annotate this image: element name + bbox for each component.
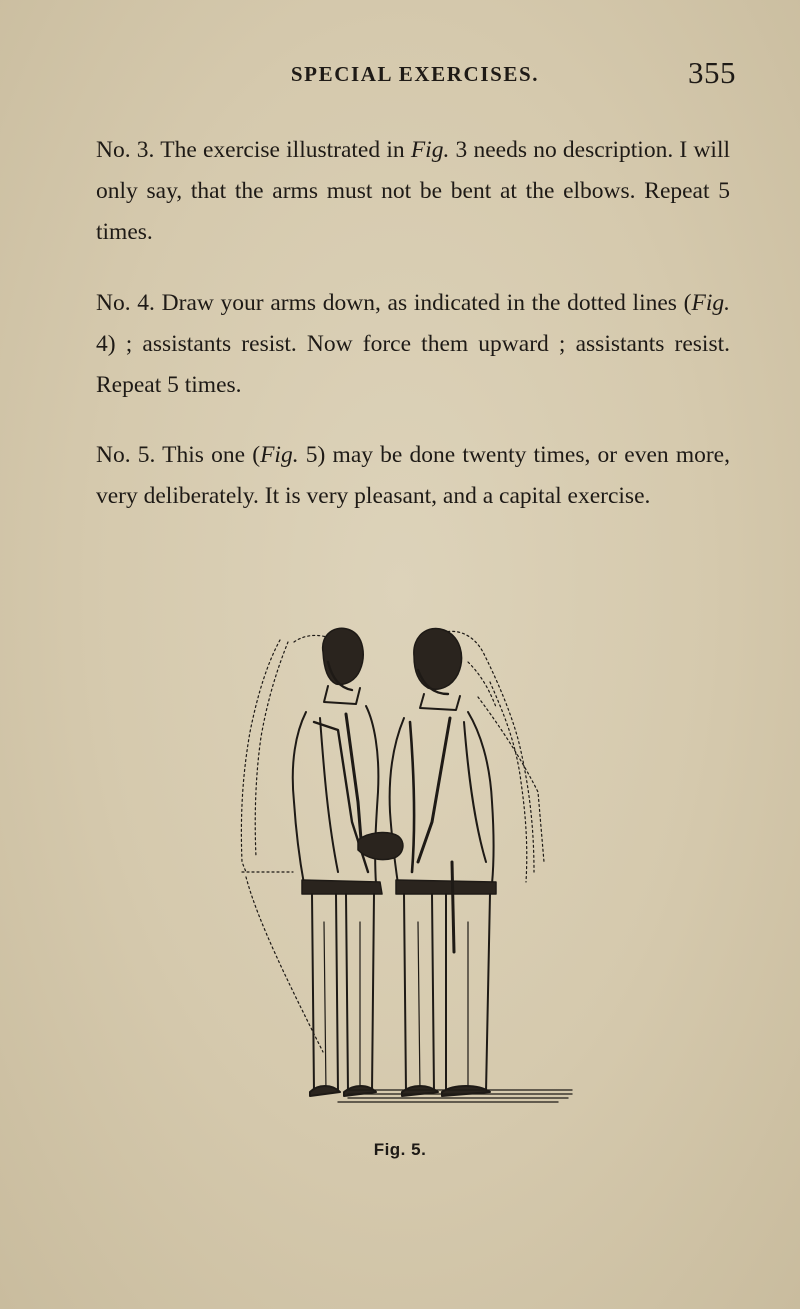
- paragraph-exercise-5: [96, 435, 730, 517]
- paragraph-text: No. 5. This one (: [96, 442, 261, 468]
- two-figures-engraving: [228, 622, 580, 1112]
- figure-caption: Fig. 5.: [373, 1140, 427, 1159]
- figure-reference: Fig.: [410, 137, 450, 163]
- exercise-illustration: [228, 622, 580, 1112]
- running-head: [94, 55, 736, 96]
- left-figure: [293, 628, 382, 1096]
- paragraph-exercise-4: [96, 283, 730, 406]
- paragraph-text: 3 needs no description. I will only say, that the arms must not be bent at the elbows. Repeat 5 times.: [96, 137, 731, 245]
- paragraph-text: No. 3. The exercise illustrated in: [96, 137, 411, 163]
- figure-reference: Fig.: [691, 290, 730, 316]
- paragraph-text: 5) may be done twenty times, or even more, very deliberately. It is very pleasant, and a capital exercise.: [96, 442, 730, 509]
- right-figure: [358, 628, 496, 1096]
- paragraph-exercise-3: [96, 130, 730, 253]
- paragraph-text: No. 4. Draw your arms down, as indicated in the dotted lines (: [96, 290, 692, 316]
- running-title: SPECIAL EXERCISES.: [290, 62, 540, 86]
- paragraph-text: 4) ; assistants resist. Now force them upward ; assistants resist. Repeat 5 times.: [96, 331, 730, 398]
- page-number: 355: [688, 55, 736, 90]
- figure-reference: Fig.: [260, 442, 299, 468]
